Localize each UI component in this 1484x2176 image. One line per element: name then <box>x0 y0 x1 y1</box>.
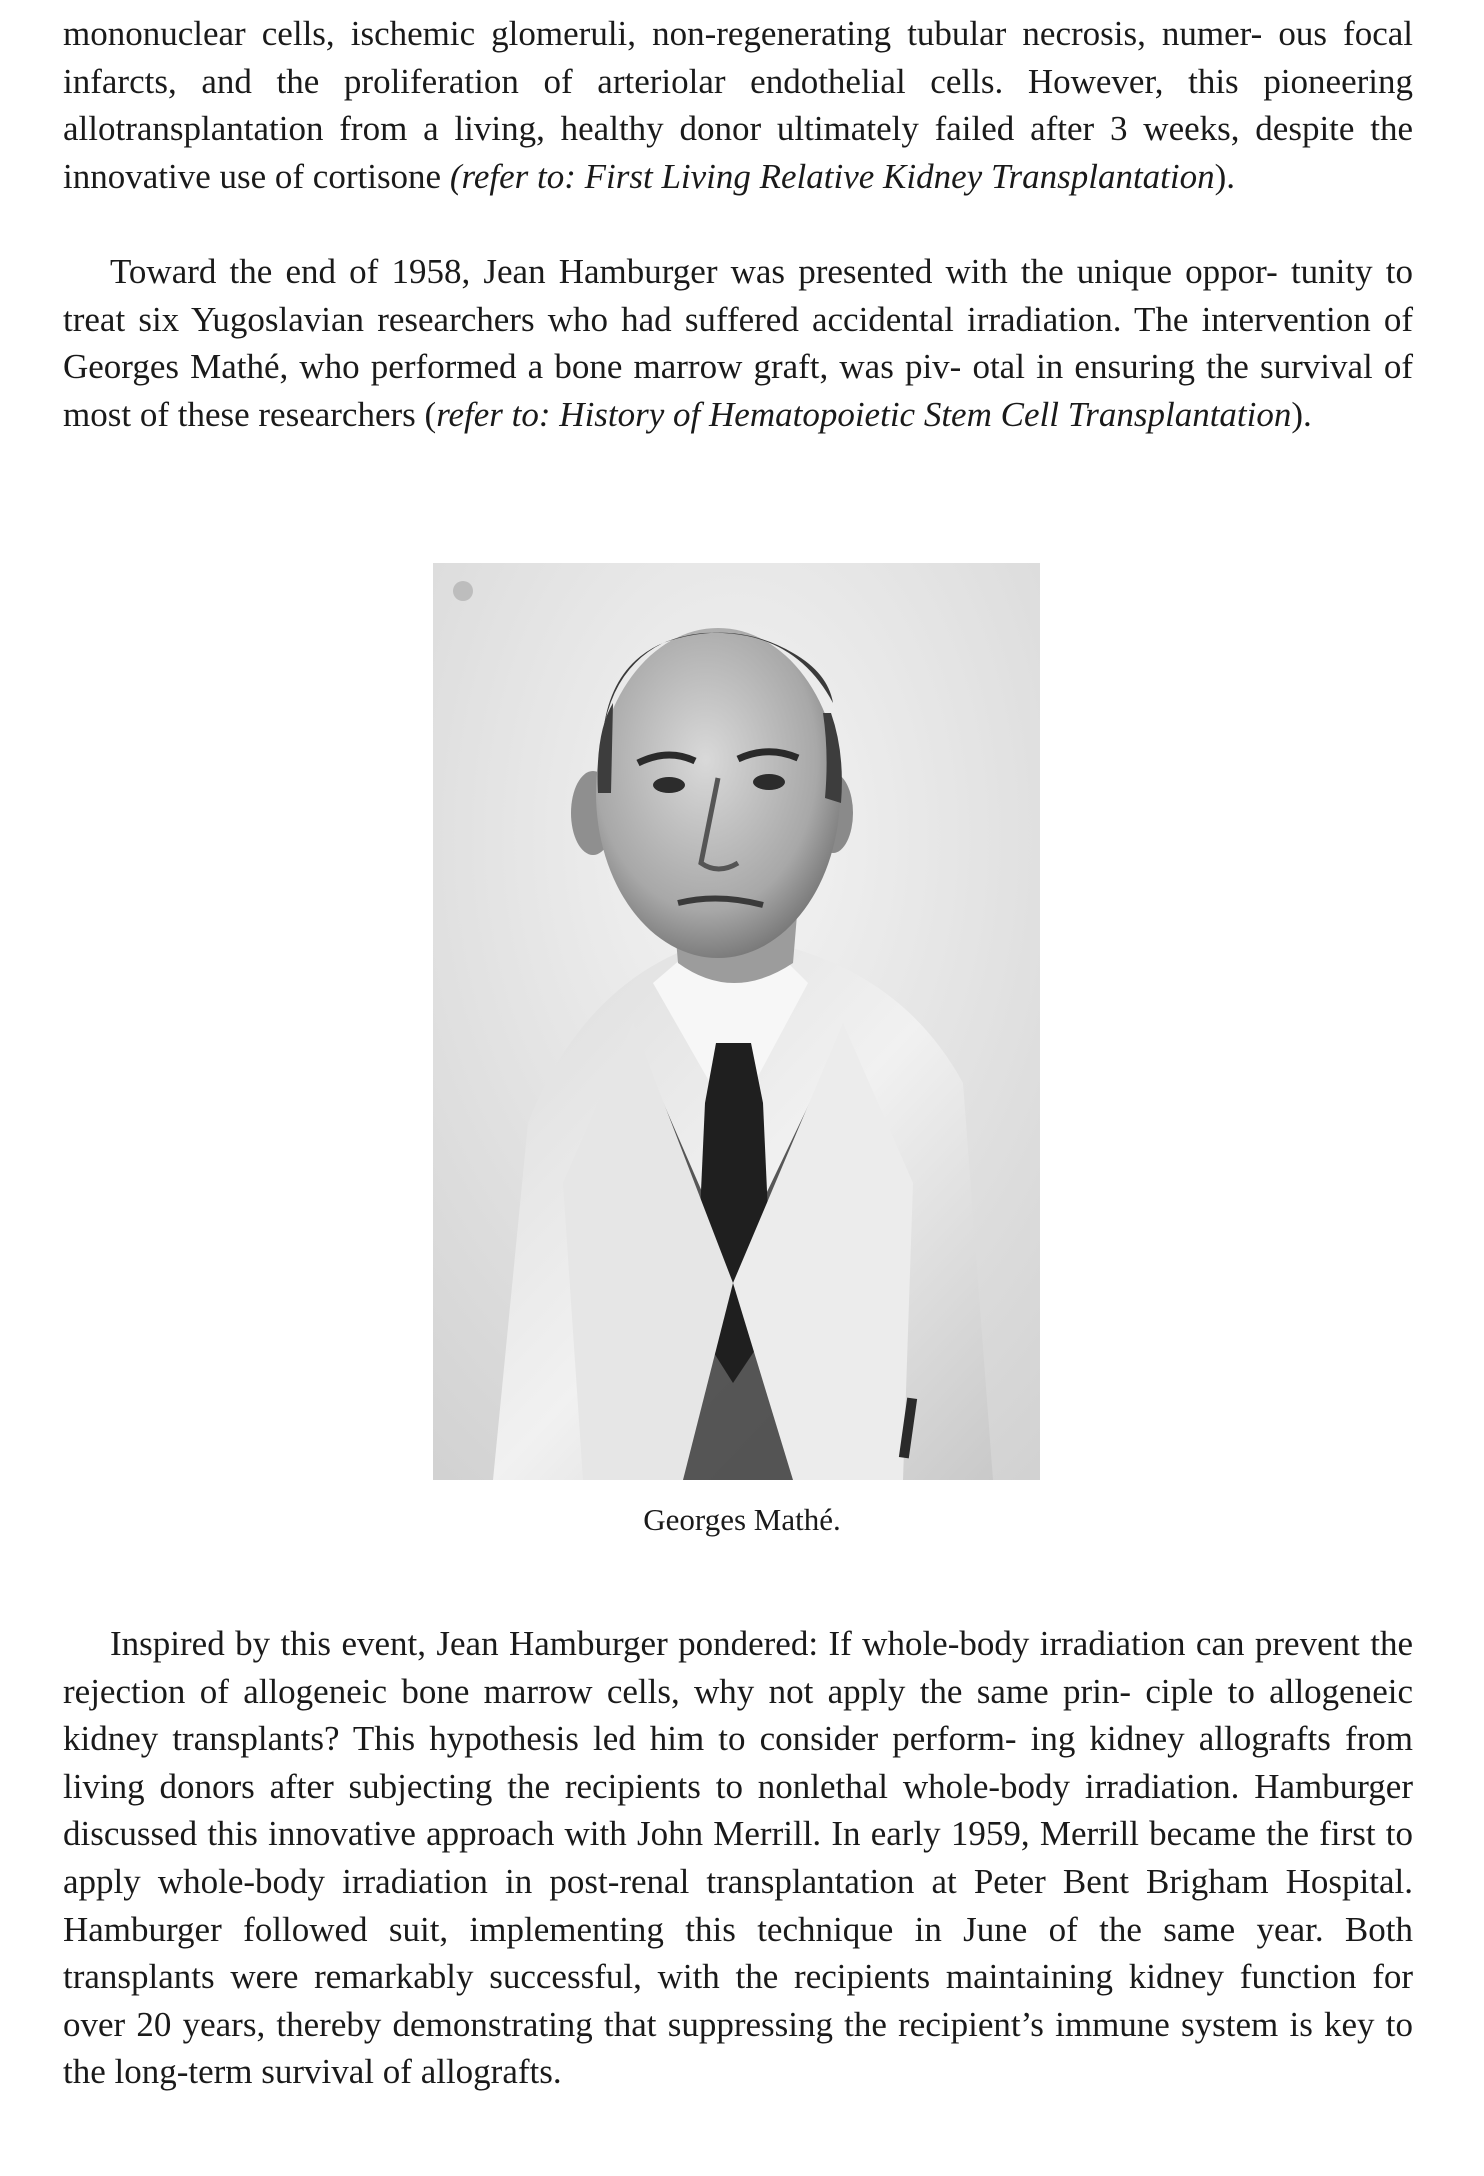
cross-reference-hsct: refer to: History of Hematopoietic Stem Cell Transplantation <box>436 394 1292 434</box>
p2-text: Toward the end of 1958, Jean Hamburger was presented with the unique oppor- tunity to treat six Yugoslavian researchers who had suffered accidental irradiation. The intervention of Georges Mathé, who performed a bone marrow graft, was piv- otal in ensuring the survival of most of these researchers ( <box>63 252 1413 434</box>
portrait-photo <box>433 563 1040 1480</box>
figure-caption: Georges Mathé. <box>643 1502 841 1537</box>
p1-tail: ). <box>1214 156 1236 196</box>
cross-reference-kidney: (refer to: First Living Relative Kidney Transplantation <box>449 156 1215 196</box>
p1-line-1: mononuclear cells, ischemic glomeruli, non-regenerating tubular necrosis, numer- <box>63 14 1263 53</box>
p2-tail: ). <box>1291 394 1312 434</box>
p1-line-4: weeks, despite the innovative use of cortisone <box>63 109 1413 196</box>
p3-text: Inspired by this event, Jean Hamburger pondered: If whole-body irradiation can prevent the rejection of allogeneic bone marrow cells, why not apply the same prin- ciple to allogeneic kidney transplants? This hypothesis led him to consider perform- ing kidney allografts from living donors after subjecting the recipients to nonlethal whole-body irradiation. Hamburger discussed this innovative approach with John Merrill. In early 1959, Merrill became the first to apply whole-body irradiation in post-renal transplantation at Peter Bent Brigham Hospital. Hamburger followed suit, implementing this technique in June of the same year. Both transplants were remarkably successful, with the recipients maintaining kidney function for over 20 years, thereby demonstrating that suppressing the recipient’s immune system is key to the long-term survival of allografts. <box>63 1624 1413 2092</box>
p1-line-3: pioneering allotransplantation from a living, healthy donor ultimately failed after 3 <box>63 61 1413 149</box>
paragraph-continuation <box>63 10 1413 200</box>
p1-line-2: ous focal infarcts, and the proliferation of arteriolar endothelial cells. However, this <box>63 14 1413 101</box>
paragraph-irradiation <box>63 248 1413 438</box>
paragraph-hypothesis <box>63 1620 1413 2096</box>
